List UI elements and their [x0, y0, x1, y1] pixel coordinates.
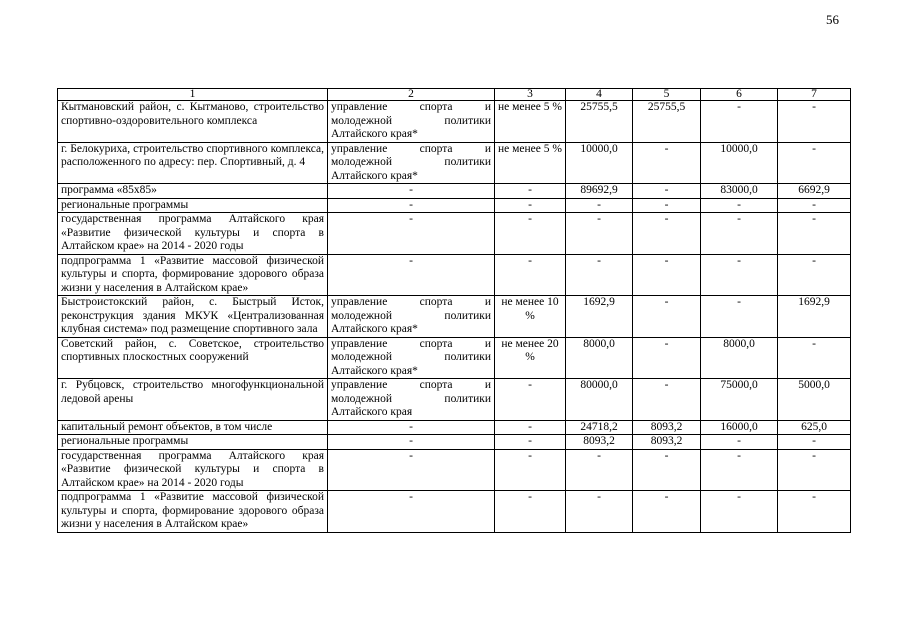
table-row: [58, 379, 851, 421]
executor-cell: управление спорта и молодежной политики Алтайского края*: [328, 337, 495, 379]
object-name-cell: региональные программы: [58, 198, 328, 213]
total-cell: 8000,0: [566, 337, 633, 379]
total-cell: 8093,2: [566, 435, 633, 450]
col5-cell: -: [633, 184, 701, 199]
cofinancing-cell: -: [495, 379, 566, 421]
col7-cell: -: [778, 101, 851, 143]
cofinancing-cell: -: [495, 420, 566, 435]
object-name-cell: Советский район, с. Советское, строительство спортивных плоскостных сооружений: [58, 337, 328, 379]
col5-cell: 8093,2: [633, 420, 701, 435]
total-cell: -: [566, 254, 633, 296]
total-cell: -: [566, 198, 633, 213]
cofinancing-cell: не менее 5 %: [495, 101, 566, 143]
object-name-cell: г. Рубцовск, строительство многофункциональной ледовой арены: [58, 379, 328, 421]
col6-cell: 10000,0: [701, 142, 778, 184]
cofinancing-cell: -: [495, 449, 566, 491]
executor-cell: -: [328, 213, 495, 255]
total-cell: -: [566, 449, 633, 491]
col5-cell: -: [633, 379, 701, 421]
cofinancing-cell: -: [495, 435, 566, 450]
col7-cell: 5000,0: [778, 379, 851, 421]
col6-cell: -: [701, 213, 778, 255]
col6-cell: 75000,0: [701, 379, 778, 421]
col7-cell: -: [778, 435, 851, 450]
cofinancing-cell: -: [495, 198, 566, 213]
object-name-cell: региональные программы: [58, 435, 328, 450]
object-name-cell: Быстроистокский район, с. Быстрый Исток, реконструкция здания МКУК «Централизованная клубная система» под размещение спортивного зала: [58, 296, 328, 338]
col5-cell: -: [633, 142, 701, 184]
col6-cell: -: [701, 435, 778, 450]
total-cell: 24718,2: [566, 420, 633, 435]
object-name-cell: государственная программа Алтайского края «Развитие физической культуры и спорта в Алтайском крае» на 2014 - 2020 годы: [58, 449, 328, 491]
object-name-cell: государственная программа Алтайского края «Развитие физической культуры и спорта в Алтайском крае» на 2014 - 2020 годы: [58, 213, 328, 255]
table-row: [58, 449, 851, 491]
total-cell: 89692,9: [566, 184, 633, 199]
executor-cell: -: [328, 198, 495, 213]
col7-cell: -: [778, 491, 851, 533]
col7-cell: 625,0: [778, 420, 851, 435]
total-cell: 25755,5: [566, 101, 633, 143]
col5-cell: -: [633, 337, 701, 379]
table-row: [58, 142, 851, 184]
executor-cell: -: [328, 435, 495, 450]
table-header-row: [58, 89, 851, 101]
cofinancing-cell: -: [495, 491, 566, 533]
col5-cell: -: [633, 491, 701, 533]
object-name-cell: подпрограмма 1 «Развитие массовой физической культуры и спорта, формирование здорового образа жизни у населения в Алтайском крае»: [58, 254, 328, 296]
object-name-cell: Кытмановский район, с. Кытманово, строительство спортивно-оздоровительного комплекса: [58, 101, 328, 143]
table-row: [58, 213, 851, 255]
col6-cell: 16000,0: [701, 420, 778, 435]
col6-cell: -: [701, 491, 778, 533]
col7-cell: -: [778, 213, 851, 255]
cofinancing-cell: -: [495, 184, 566, 199]
col5-cell: -: [633, 198, 701, 213]
cofinancing-cell: -: [495, 254, 566, 296]
header-cell: 3: [495, 89, 566, 101]
table-row: [58, 101, 851, 143]
table-row: [58, 184, 851, 199]
total-cell: 1692,9: [566, 296, 633, 338]
col7-cell: -: [778, 254, 851, 296]
cofinancing-cell: не менее 5 %: [495, 142, 566, 184]
object-name-cell: капитальный ремонт объектов, в том числе: [58, 420, 328, 435]
executor-cell: управление спорта и молодежной политики Алтайского края: [328, 379, 495, 421]
col5-cell: -: [633, 213, 701, 255]
executor-cell: -: [328, 491, 495, 533]
col7-cell: 1692,9: [778, 296, 851, 338]
col7-cell: -: [778, 449, 851, 491]
executor-cell: -: [328, 254, 495, 296]
header-cell: 1: [58, 89, 328, 101]
col6-cell: -: [701, 101, 778, 143]
total-cell: -: [566, 213, 633, 255]
col5-cell: 25755,5: [633, 101, 701, 143]
col6-cell: -: [701, 296, 778, 338]
table-row: [58, 337, 851, 379]
col5-cell: -: [633, 449, 701, 491]
total-cell: 10000,0: [566, 142, 633, 184]
col5-cell: -: [633, 296, 701, 338]
total-cell: 80000,0: [566, 379, 633, 421]
cofinancing-cell: -: [495, 213, 566, 255]
object-name-cell: программа «85x85»: [58, 184, 328, 199]
table-row: [58, 254, 851, 296]
executor-cell: управление спорта и молодежной политики Алтайского края*: [328, 101, 495, 143]
executor-cell: управление спорта и молодежной политики Алтайского края*: [328, 142, 495, 184]
col5-cell: -: [633, 254, 701, 296]
table-row: [58, 420, 851, 435]
col7-cell: -: [778, 198, 851, 213]
col6-cell: 83000,0: [701, 184, 778, 199]
col6-cell: -: [701, 449, 778, 491]
col5-cell: 8093,2: [633, 435, 701, 450]
col7-cell: 6692,9: [778, 184, 851, 199]
page-number: 56: [826, 12, 839, 27]
table-row: [58, 435, 851, 450]
header-cell: 2: [328, 89, 495, 101]
header-cell: 6: [701, 89, 778, 101]
table-row: [58, 491, 851, 533]
cofinancing-cell: не менее 20 %: [495, 337, 566, 379]
col6-cell: -: [701, 254, 778, 296]
executor-cell: -: [328, 184, 495, 199]
col6-cell: -: [701, 198, 778, 213]
budget-table: [57, 88, 851, 533]
cofinancing-cell: не менее 10 %: [495, 296, 566, 338]
col7-cell: -: [778, 142, 851, 184]
header-cell: 4: [566, 89, 633, 101]
table-row: [58, 198, 851, 213]
table-row: [58, 296, 851, 338]
executor-cell: -: [328, 420, 495, 435]
col7-cell: -: [778, 337, 851, 379]
object-name-cell: подпрограмма 1 «Развитие массовой физической культуры и спорта, формирование здорового образа жизни у населения в Алтайском крае»: [58, 491, 328, 533]
header-cell: 7: [778, 89, 851, 101]
header-cell: 5: [633, 89, 701, 101]
executor-cell: -: [328, 449, 495, 491]
executor-cell: управление спорта и молодежной политики Алтайского края*: [328, 296, 495, 338]
col6-cell: 8000,0: [701, 337, 778, 379]
object-name-cell: г. Белокуриха, строительство спортивного комплекса, расположенного по адресу: пер. Спортивный, д. 4: [58, 142, 328, 184]
total-cell: -: [566, 491, 633, 533]
